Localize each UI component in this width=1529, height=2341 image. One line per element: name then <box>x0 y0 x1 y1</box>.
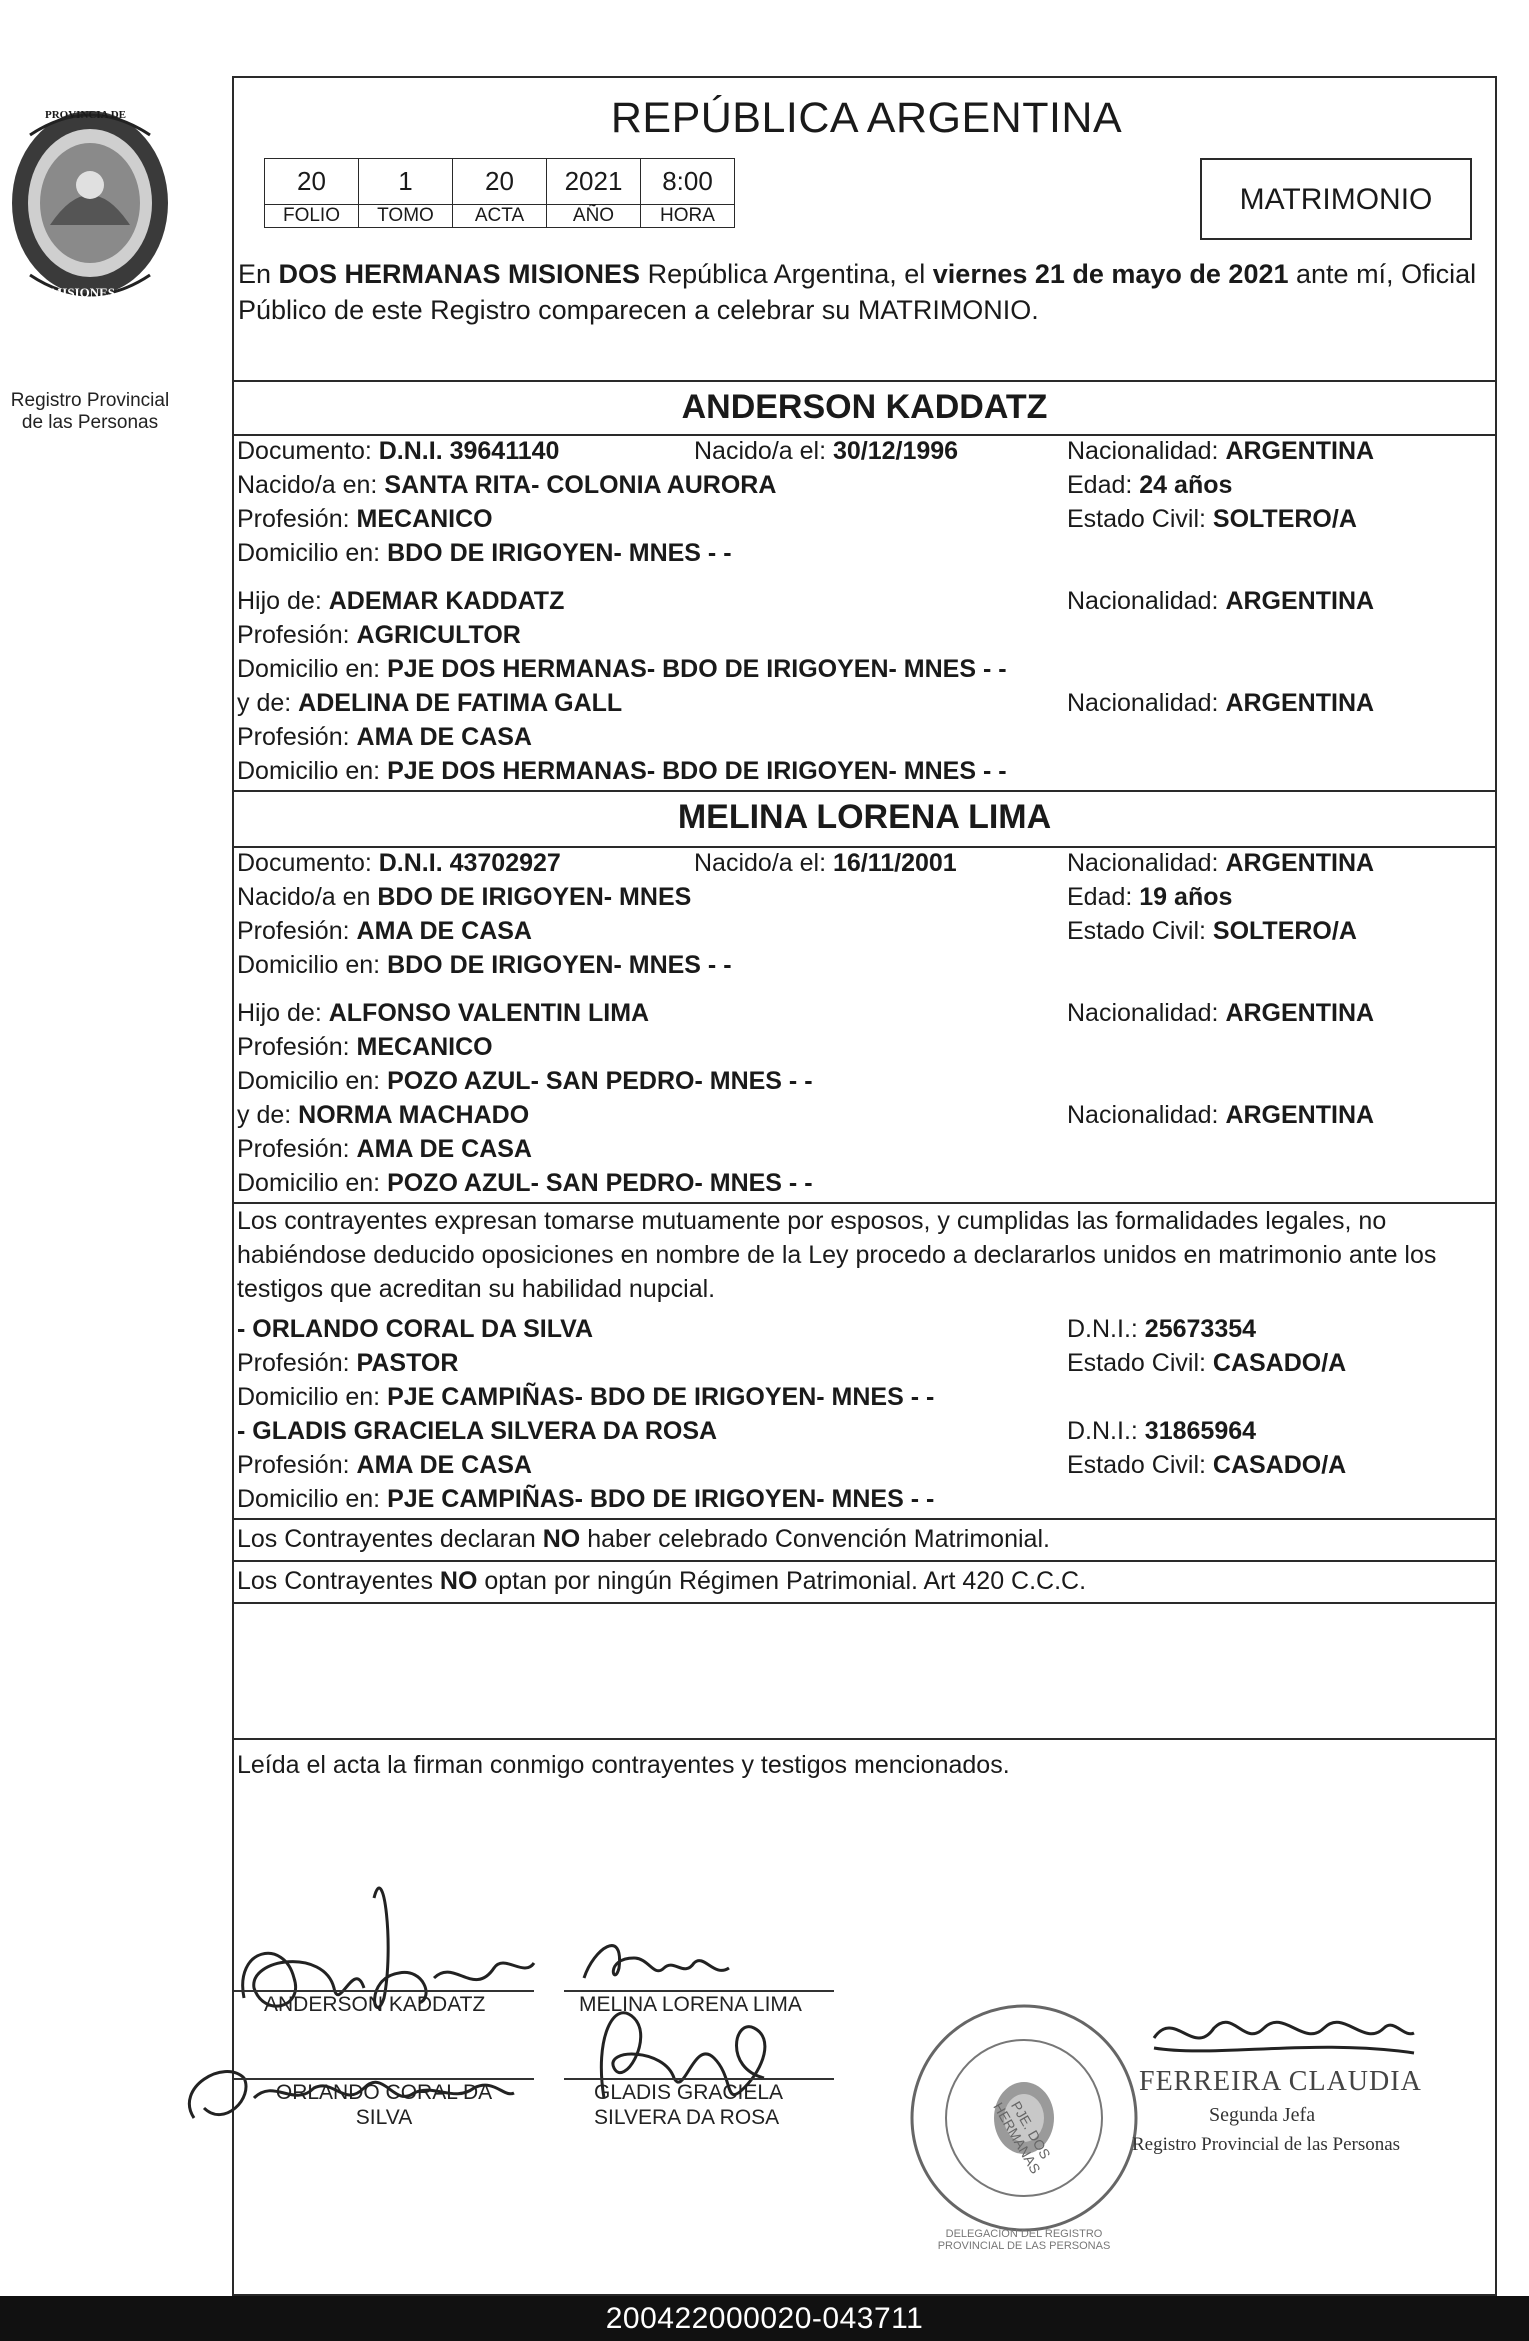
spouse2-father-address <box>237 1066 813 1096</box>
label: y de: <box>237 1101 299 1129</box>
divider <box>234 790 1495 792</box>
tomo-label: TOMO <box>359 205 453 228</box>
signature-name-line: SILVERA DA ROSA <box>594 2106 780 2129</box>
seal-center-text: PJE. DOS HERMANAS <box>990 2098 1054 2177</box>
label: Documento: <box>237 849 379 877</box>
year-label: AÑO <box>547 205 641 228</box>
label: Domicilio en: <box>237 1067 388 1095</box>
label: Profesión: <box>237 1349 357 1377</box>
value: POZO AZUL- SAN PEDRO- MNES - - <box>387 1067 813 1095</box>
official-office: Registro Provincial de las Personas <box>1132 2134 1401 2155</box>
value: BDO DE IRIGOYEN- MNES - - <box>387 951 732 979</box>
value: ALFONSO VALENTIN LIMA <box>328 999 650 1027</box>
signature-name-s3 <box>269 2080 499 2130</box>
value: NORMA MACHADO <box>298 1101 530 1129</box>
province-shield-icon <box>0 105 180 385</box>
spouse2-address <box>237 950 732 980</box>
label: Nacionalidad: <box>1067 1101 1226 1129</box>
logo-caption-line1: Registro Provincial <box>10 390 170 411</box>
certificate-frame <box>232 76 1497 2296</box>
logo-caption <box>0 390 180 434</box>
label: Domicilio en: <box>237 951 388 979</box>
label: Profesión: <box>237 917 357 945</box>
read-text: Leída el acta la firman conmigo contrayentes y testigos mencionados. <box>237 1751 1010 1779</box>
value: - ORLANDO CORAL DA SILVA <box>237 1315 594 1343</box>
spouse2-father-profession <box>237 1032 493 1062</box>
label: Profesión: <box>237 723 357 751</box>
label: Nacido/a en: <box>237 471 385 499</box>
spouse2-nationality <box>1067 848 1374 878</box>
label: Domicilio en: <box>237 1485 388 1513</box>
folio-value: 20 <box>265 159 359 205</box>
value: 19 años <box>1139 883 1233 911</box>
label: Domicilio en: <box>237 757 388 785</box>
spouse2-mother-address <box>237 1168 813 1198</box>
year-value: 2021 <box>547 159 641 205</box>
divider <box>234 1518 1495 1520</box>
value: AMA DE CASA <box>356 723 532 751</box>
witness2-profession <box>237 1450 532 1480</box>
witness1-dni <box>1067 1314 1256 1344</box>
value: PJE DOS HERMANAS- BDO DE IRIGOYEN- MNES - - <box>387 757 1007 785</box>
spouse1-mother-address <box>237 756 1007 786</box>
text: optan por ningún Régimen Patrimonial. Art 420 C.C.C. <box>477 1567 1087 1595</box>
convention-text <box>237 1524 1050 1554</box>
value: ADEMAR KADDATZ <box>328 587 565 615</box>
label: Domicilio en: <box>237 539 388 567</box>
signature-name-s4 <box>594 2080 783 2130</box>
label: Hijo de: <box>237 999 329 1027</box>
logo-arc-bottom: MISIONES <box>50 285 116 300</box>
label: Domicilio en: <box>237 1383 388 1411</box>
spouse1-age <box>1067 470 1232 500</box>
tomo-value: 1 <box>359 159 453 205</box>
spouse2-name: MELINA LORENA LIMA <box>677 798 1052 836</box>
registry-logo <box>0 105 180 433</box>
witness2-civil-status <box>1067 1450 1346 1480</box>
label: Domicilio en: <box>237 655 388 683</box>
value: PASTOR <box>356 1349 459 1377</box>
value: 16/11/2001 <box>832 849 957 877</box>
spouse1-name: ANDERSON KADDATZ <box>681 388 1048 426</box>
label: Nacionalidad: <box>1067 999 1226 1027</box>
witness1-profession <box>237 1348 458 1378</box>
divider <box>234 1602 1495 1604</box>
spouse1-civil-status <box>1067 504 1357 534</box>
value: D.N.I. 43702927 <box>378 849 561 877</box>
label: Nacionalidad: <box>1067 689 1226 717</box>
label: Estado Civil: <box>1067 1451 1213 1479</box>
divider <box>234 380 1495 382</box>
witness2-dni <box>1067 1416 1256 1446</box>
spouse2-document <box>237 848 561 878</box>
spouse1-father-profession <box>237 620 521 650</box>
intro-text: ante mí, Oficial Público de este Registro comparecen a celebrar su MATRIMONIO. <box>238 259 1477 325</box>
witness2-address <box>237 1484 934 1514</box>
value: BDO DE IRIGOYEN- MNES - - <box>387 539 732 567</box>
intro-paragraph <box>238 256 1493 328</box>
logo-arc-top: PROVINCIA DE <box>45 109 126 121</box>
label: Nacido/a en <box>237 883 378 911</box>
label: Nacionalidad: <box>1067 437 1226 465</box>
witness1-name <box>237 1314 593 1344</box>
value: AGRICULTOR <box>356 621 521 649</box>
label: Domicilio en: <box>237 1169 388 1197</box>
value: SOLTERO/A <box>1212 505 1357 533</box>
intro-date: viernes 21 de mayo de 2021 <box>932 259 1289 289</box>
witness1-address <box>237 1382 934 1412</box>
document-code: 200422000020-043711 <box>0 2296 1529 2341</box>
official-name: FERREIRA CLAUDIA <box>1139 2066 1422 2097</box>
value: ARGENTINA <box>1225 849 1375 877</box>
hour-value: 8:00 <box>641 159 735 205</box>
spouse1-profession <box>237 504 493 534</box>
signature-name-line: GLADIS GRACIELA <box>594 2081 784 2104</box>
spouse1-birthdate <box>694 436 958 466</box>
acta-label: ACTA <box>453 205 547 228</box>
signature-name-s2: MELINA LORENA LIMA <box>579 1993 802 2016</box>
value: ARGENTINA <box>1225 1101 1375 1129</box>
value: SANTA RITA- COLONIA AURORA <box>384 471 777 499</box>
regime-text <box>237 1566 1086 1596</box>
label: Profesión: <box>237 1135 357 1163</box>
value: BDO DE IRIGOYEN- MNES <box>377 883 692 911</box>
registry-table <box>264 158 735 228</box>
spouse2-birthdate <box>694 848 957 878</box>
emphasis: NO <box>439 1567 478 1595</box>
label: Profesión: <box>237 1451 357 1479</box>
label: Edad: <box>1067 883 1140 911</box>
value: ADELINA DE FATIMA GALL <box>298 689 623 717</box>
divider <box>234 1560 1495 1562</box>
spouse2-age <box>1067 882 1232 912</box>
label: Hijo de: <box>237 587 329 615</box>
witness2-name <box>237 1416 717 1446</box>
intro-text: En <box>238 259 279 289</box>
spouse1-mother-nationality <box>1067 688 1374 718</box>
spouse1-father-nationality <box>1067 586 1374 616</box>
spouse1-document <box>237 436 559 466</box>
label: Edad: <box>1067 471 1140 499</box>
label: Nacionalidad: <box>1067 849 1226 877</box>
spouse1-nationality <box>1067 436 1374 466</box>
value: AMA DE CASA <box>356 917 532 945</box>
emphasis: NO <box>542 1525 581 1553</box>
folio-label: FOLIO <box>265 205 359 228</box>
value: ARGENTINA <box>1225 689 1375 717</box>
text: haber celebrado Convención Matrimonial. <box>580 1525 1050 1553</box>
spouse2-father <box>237 998 649 1028</box>
intro-text: República Argentina, el <box>640 259 933 289</box>
value: - GLADIS GRACIELA SILVERA DA ROSA <box>237 1417 718 1445</box>
spouse1-address <box>237 538 732 568</box>
spouse2-civil-status <box>1067 916 1357 946</box>
value: D.N.I. 39641140 <box>378 437 560 465</box>
label: Estado Civil: <box>1067 505 1213 533</box>
spouse2-mother-profession <box>237 1134 532 1164</box>
label: y de: <box>237 689 299 717</box>
spouse1-birthplace <box>237 470 776 500</box>
divider <box>234 1738 1495 1740</box>
value: PJE CAMPIÑAS- BDO DE IRIGOYEN- MNES - - <box>387 1383 935 1411</box>
acta-value: 20 <box>453 159 547 205</box>
value: PJE DOS HERMANAS- BDO DE IRIGOYEN- MNES - - <box>387 655 1007 683</box>
label: Documento: <box>237 437 379 465</box>
value: AMA DE CASA <box>356 1451 532 1479</box>
text: Los Contrayentes declaran <box>237 1525 543 1553</box>
spouse1-mother <box>237 688 622 718</box>
value: 25673354 <box>1144 1315 1257 1343</box>
value: 31865964 <box>1144 1417 1257 1445</box>
spouse1-mother-profession <box>237 722 532 752</box>
label: Profesión: <box>237 621 357 649</box>
intro-place: DOS HERMANAS MISIONES <box>278 259 641 289</box>
spouse1-father-address <box>237 654 1007 684</box>
label: Profesión: <box>237 505 357 533</box>
declaration-text: Los contrayentes expresan tomarse mutuamente por esposos, y cumplidas las formalidades legales, no habiéndose deducido oposiciones en nombre de la Ley procedo a declararlos unidos en matrimonio ante los testigos que acreditan su habilidad nupcial. <box>237 1207 1437 1303</box>
spouse2-mother <box>237 1100 529 1130</box>
value: CASADO/A <box>1212 1349 1347 1377</box>
label: Profesión: <box>237 1033 357 1061</box>
spouse2-father-nationality <box>1067 998 1374 1028</box>
value: POZO AZUL- SAN PEDRO- MNES - - <box>387 1169 813 1197</box>
signature-name-s1: ANDERSON KADDATZ <box>264 1993 486 2016</box>
value: AMA DE CASA <box>356 1135 532 1163</box>
value: MECANICO <box>356 1033 493 1061</box>
spouse1-father <box>237 586 564 616</box>
value: 24 años <box>1139 471 1233 499</box>
value: PJE CAMPIÑAS- BDO DE IRIGOYEN- MNES - - <box>387 1485 935 1513</box>
label: Nacionalidad: <box>1067 587 1226 615</box>
value: MECANICO <box>356 505 493 533</box>
label: Estado Civil: <box>1067 917 1213 945</box>
value: ARGENTINA <box>1225 587 1375 615</box>
value: 30/12/1996 <box>832 437 959 465</box>
label: Estado Civil: <box>1067 1349 1213 1377</box>
spouse2-birthplace <box>237 882 691 912</box>
label: D.N.I.: <box>1067 1417 1145 1445</box>
signature-name-line: ORLANDO CORAL DA <box>275 2081 493 2104</box>
value: CASADO/A <box>1212 1451 1347 1479</box>
act-type-box: MATRIMONIO <box>1200 158 1472 240</box>
official-title: Segunda Jefa <box>1209 2104 1316 2126</box>
witness1-civil-status <box>1067 1348 1346 1378</box>
label: Nacido/a el: <box>694 437 833 465</box>
seal-ring-text: DELEGACION DEL REGISTRO PROVINCIAL DE LAS PERSONAS <box>937 2228 1111 2252</box>
spouse2-profession <box>237 916 532 946</box>
label: D.N.I.: <box>1067 1315 1145 1343</box>
logo-caption-line2: de las Personas <box>21 412 159 433</box>
label: Nacido/a el: <box>694 849 833 877</box>
hour-label: HORA <box>641 205 735 228</box>
value: ARGENTINA <box>1225 437 1375 465</box>
signature-name-line: SILVA <box>355 2106 413 2129</box>
spouse2-mother-nationality <box>1067 1100 1374 1130</box>
value: ARGENTINA <box>1225 999 1375 1027</box>
text: Los Contrayentes <box>237 1567 440 1595</box>
value: SOLTERO/A <box>1212 917 1357 945</box>
country-title: REPÚBLICA ARGENTINA <box>610 94 1123 142</box>
